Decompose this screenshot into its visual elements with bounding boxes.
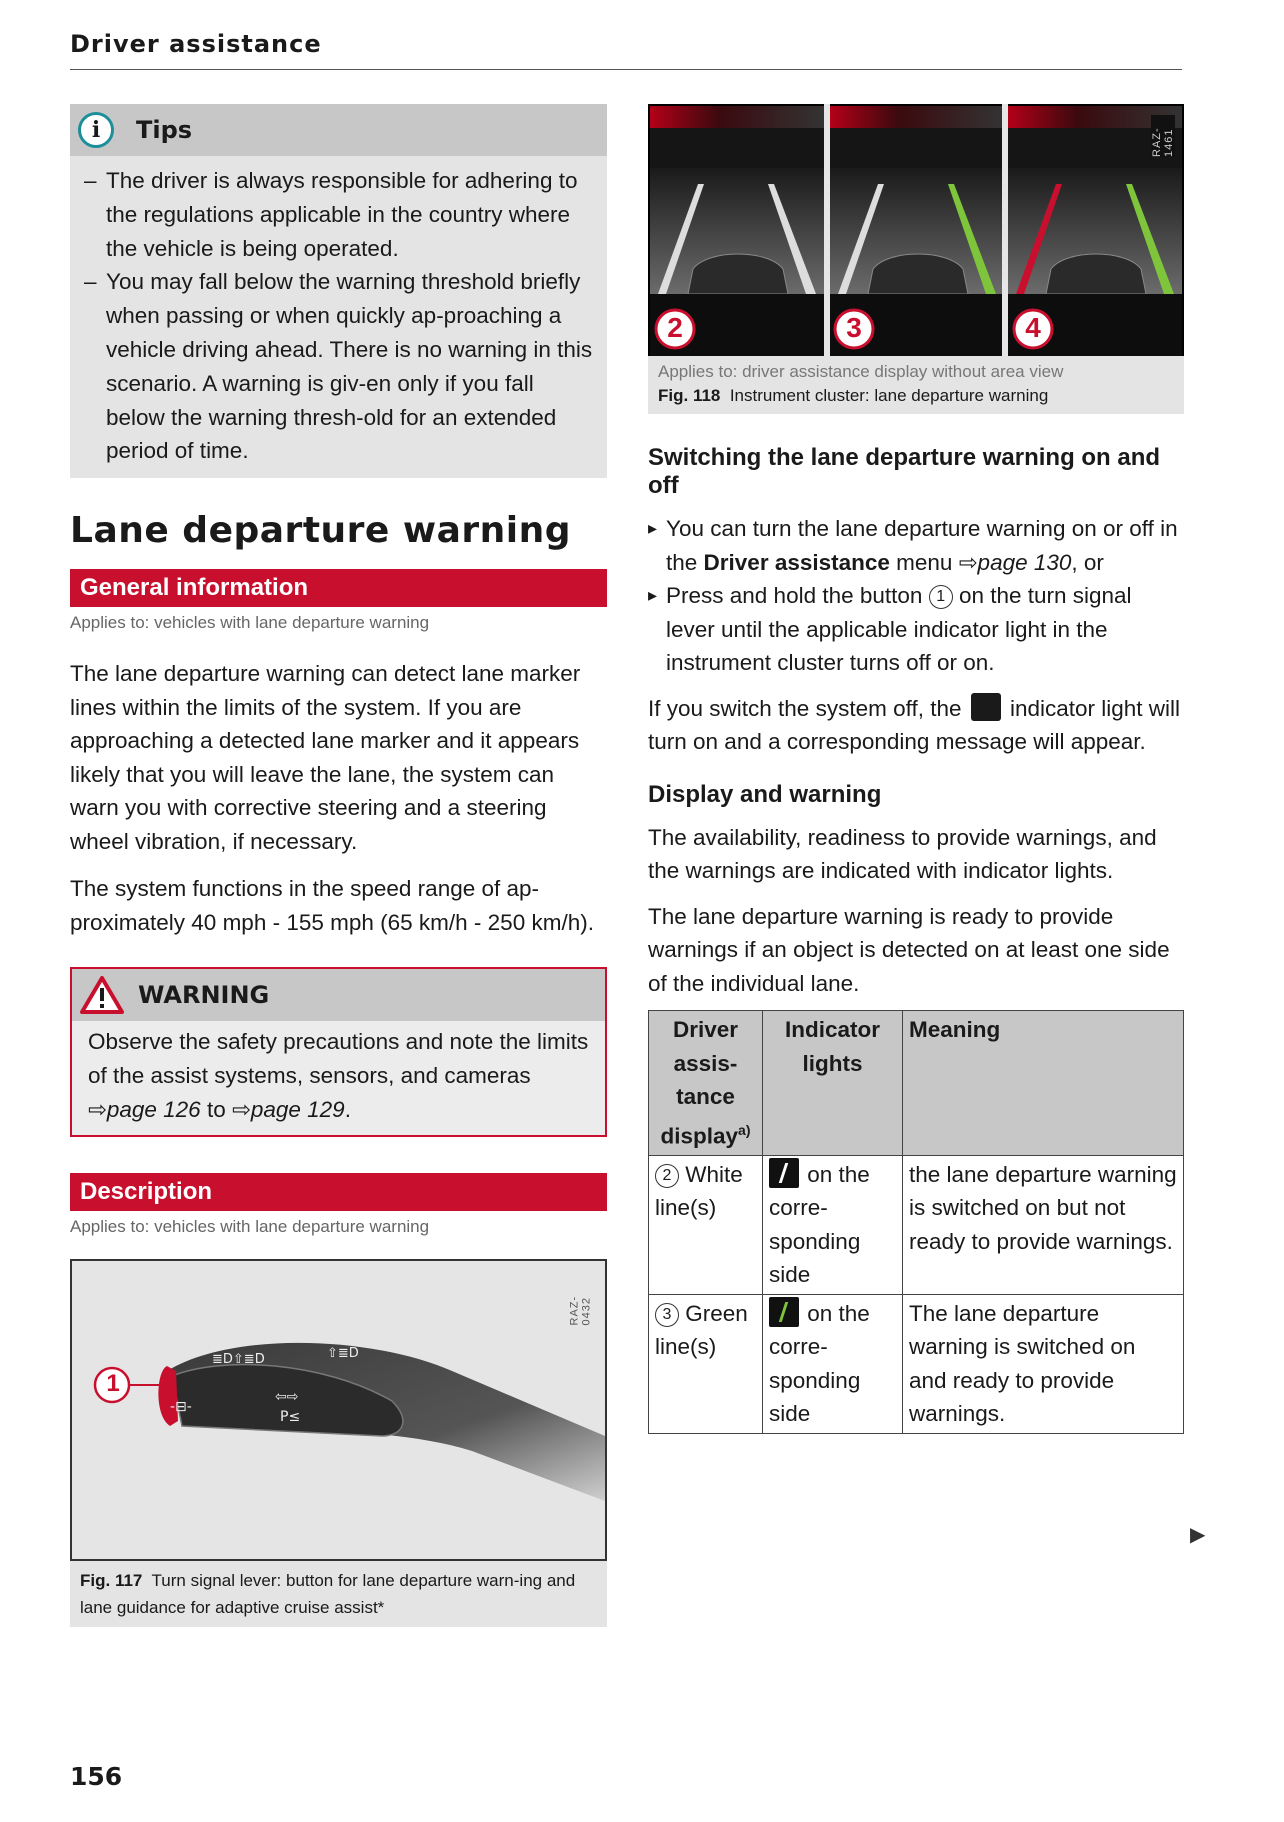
cell-text: on the corre-sponding side (769, 1300, 870, 1426)
figure-reference: RAZ-0432 (568, 1296, 593, 1326)
figure-label: Fig. 118 (658, 386, 721, 405)
main-title: Lane departure warning (70, 510, 572, 552)
step-text: You can turn the lane departure warning on or off in the (666, 516, 1178, 575)
table-cell (763, 1155, 903, 1294)
table-cell: the lane departure warning is switched on but not ready to provide warnings. (903, 1155, 1184, 1294)
cell-text: on the corre-sponding side (769, 1161, 870, 1287)
general-applies: Applies to: vehicles with lane departure warning (70, 613, 430, 633)
step-text: Press and hold the button (666, 583, 929, 608)
display-heading: Display and warning (648, 780, 882, 808)
switching-steps (648, 512, 1184, 680)
warning-text-part: to (200, 1097, 232, 1123)
left-column (70, 104, 607, 1627)
instrument-cluster-figure (648, 104, 1184, 356)
turn-signal-lever-illustration (72, 1261, 605, 1559)
display-paragraph: The lane departure warning is ready to provide warnings if an object is detected on at least one side of the individual lane. (648, 903, 1170, 996)
white-line-icon (769, 1158, 799, 1188)
svg-text:≣D⇧≣D: ≣D⇧≣D (212, 1352, 265, 1368)
panel-number: 2 (667, 312, 683, 343)
figure-applies: Applies to: driver assistance display without area view (658, 362, 1064, 381)
page-link[interactable]: ⇨page 129 (231, 1097, 345, 1123)
table-cell (649, 1294, 763, 1433)
page-number: 156 (70, 1762, 123, 1791)
warning-box (70, 967, 607, 1137)
green-line-icon (769, 1297, 799, 1327)
tips-title: Tips (136, 116, 193, 144)
info-icon: i (78, 112, 114, 148)
tips-box (70, 104, 607, 478)
header-text: Driver assis-tance display (660, 1017, 739, 1148)
tips-item: – The driver is always responsible for adhering to the regulations applicable in the country where the vehicle is being operated. (106, 164, 593, 265)
menu-name: Driver assistance (703, 549, 890, 575)
lane-departure-indicator-icon (971, 693, 1001, 721)
table-header-row (649, 1011, 1184, 1156)
paragraph-text: If you switch the system off, the (648, 695, 968, 721)
step-text: on the turn signal lever until the applicable indicator light in the instrument cluster turns off or on. (666, 583, 1132, 675)
figure-117-caption (70, 1561, 607, 1627)
cell-text: White line(s) (655, 1161, 743, 1220)
instrument-cluster-illustration (648, 104, 1184, 356)
panel-number: 3 (846, 312, 862, 343)
general-info-heading: General information (70, 569, 607, 607)
description-heading: Description (70, 1173, 607, 1211)
general-paragraph: The lane departure warning can detect lane marker lines within the limits of the system. If you are approaching a detected lane marker and it appears likely that you will leave the lane, the system can warn you with corrective steering and a steering wheel vibration, if necessary. (70, 661, 581, 854)
figure-caption-text: Turn signal lever: button for lane departure warn-ing and lane guidance for adaptive cruise assist* (80, 1571, 576, 1618)
page-header (70, 30, 1182, 70)
warning-text (72, 1021, 605, 1135)
table-row (649, 1294, 1184, 1433)
cell-text: Green line(s) (655, 1300, 748, 1359)
svg-text:-⊟-: -⊟- (170, 1399, 192, 1416)
description-applies: Applies to: vehicles with lane departure warning (70, 1217, 430, 1237)
display-number: 3 (655, 1303, 679, 1327)
switching-heading: Switching the lane departure warning on and off (648, 444, 1161, 499)
footnote-marker: a) (738, 1121, 751, 1138)
display-number: 2 (655, 1164, 679, 1188)
table-header: Indicator lights (763, 1011, 903, 1156)
right-column (648, 104, 1184, 1434)
switching-paragraph (648, 692, 1184, 759)
step-text: , or (1071, 549, 1104, 575)
warning-text-part: Observe the safety precautions and note the limits of the assist systems, sensors, and cameras (88, 1029, 589, 1089)
tips-list (70, 156, 607, 478)
table-header: Meaning (903, 1011, 1184, 1156)
display-paragraph: The availability, readiness to provide warnings, and the warnings are indicated with indicator lights. (648, 824, 1157, 883)
warning-triangle-icon (80, 976, 124, 1014)
turn-signal-lever-figure (70, 1259, 607, 1561)
page-link[interactable]: ⇨page 126 (88, 1097, 201, 1123)
figure-118-caption (648, 356, 1184, 414)
warning-header (72, 969, 605, 1021)
indicator-meaning-table (648, 1010, 1184, 1434)
paragraph-text: indicator light will turn on and a corresponding message will appear. (648, 695, 1181, 754)
table-cell (763, 1294, 903, 1433)
figure-reference: RAZ-1461 (1151, 115, 1175, 157)
table-row (649, 1155, 1184, 1294)
step-text: menu (889, 549, 959, 575)
step-item (666, 579, 1184, 680)
figure-caption-text: Instrument cluster: lane departure warning (729, 386, 1049, 405)
table-cell: The lane departure warning is switched on and ready to provide warnings. (903, 1294, 1184, 1433)
table-cell (649, 1155, 763, 1294)
figure-label: Fig. 117 (80, 1571, 143, 1591)
panel-number: 4 (1025, 312, 1041, 343)
step-item (666, 512, 1184, 579)
section-heading: Driver assistance (70, 30, 322, 58)
callout-number: 1 (106, 1370, 120, 1398)
svg-text:P≤: P≤ (280, 1409, 301, 1426)
continue-arrow-icon: ▶ (1190, 1524, 1206, 1546)
table-header (649, 1011, 763, 1156)
svg-text:⇧≣D: ⇧≣D (327, 1346, 359, 1362)
tips-header (70, 104, 607, 156)
button-number: 1 (929, 585, 953, 609)
tips-item: – You may fall below the warning threshold briefly when passing or when quickly ap-proaching a vehicle driving ahead. There is no warning in this scenario. A warning is giv-en only if you fall below the warning thresh-old for an extended period of time. (106, 265, 593, 468)
general-paragraph: The system functions in the speed range of ap-proximately 40 mph - 155 mph (65 km/h - 250 km/h). (70, 876, 594, 935)
warning-text-part: . (344, 1097, 351, 1123)
svg-text:⇦⇨: ⇦⇨ (275, 1389, 299, 1406)
warning-title: WARNING (138, 981, 270, 1010)
page-link[interactable]: ⇨page 130 (958, 549, 1072, 575)
